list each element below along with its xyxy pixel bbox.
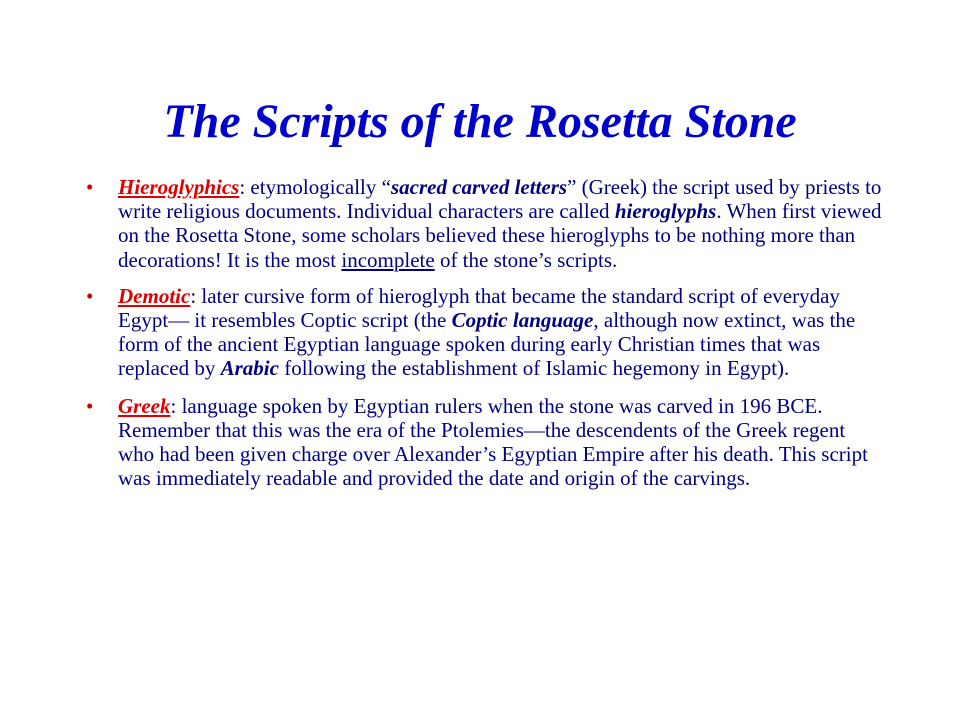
emphasis-sacred-carved-letters: sacred carved letters [390, 175, 568, 199]
bullet-list [86, 175, 886, 502]
text-segment: ” (Greek) the script used by priests to write religious documents. Individual characters are called [118, 175, 882, 224]
bullet-demotic [86, 284, 886, 381]
bullet-hieroglyphics [86, 175, 886, 272]
text-segment: . When first viewed on the Rosetta Stone, some scholars believed these hieroglyphs to be nothing more than decorations! It is the most [118, 199, 882, 272]
text-segment: , although now extinct, was the form of the ancient Egyptian language spoken during early Christian times that was replaced by [118, 308, 856, 381]
bullet-icon: • [86, 175, 94, 199]
underline-incomplete: incomplete [341, 247, 435, 272]
bullet-greek [86, 394, 886, 491]
emphasis-coptic-language: Coptic language [451, 308, 594, 333]
text-segment: : etymologically “ [239, 175, 391, 199]
slide-title: The Scripts of the Rosetta Stone [163, 95, 797, 148]
text-segment: following the establishment of Islamic hegemony in Egypt). [278, 356, 790, 381]
emphasis-arabic: Arabic [220, 356, 279, 381]
emphasis-hieroglyphs: hieroglyphs [614, 199, 717, 224]
text-segment: : later cursive form of hieroglyph that became the standard script of everyday Egypt— it resembles Coptic script (the [118, 283, 840, 333]
bullet-icon: • [86, 283, 94, 308]
text-segment: : language spoken by Egyptian rulers when the stone was carved in 196 BCE. Remember that this was the era of the Ptolemies—the descendents of the Greek regent who had been given charge over Alexander’s Egyptian Empire after his death. This script was immediately readable and provided the date and origin of the carvings. [118, 393, 868, 491]
bullet-icon: • [86, 393, 94, 418]
text-segment: of the stone’s scripts. [434, 247, 618, 272]
term-demotic: Demotic [118, 283, 191, 308]
term-hieroglyphics: Hieroglyphics [118, 175, 240, 199]
term-greek: Greek [118, 393, 171, 418]
